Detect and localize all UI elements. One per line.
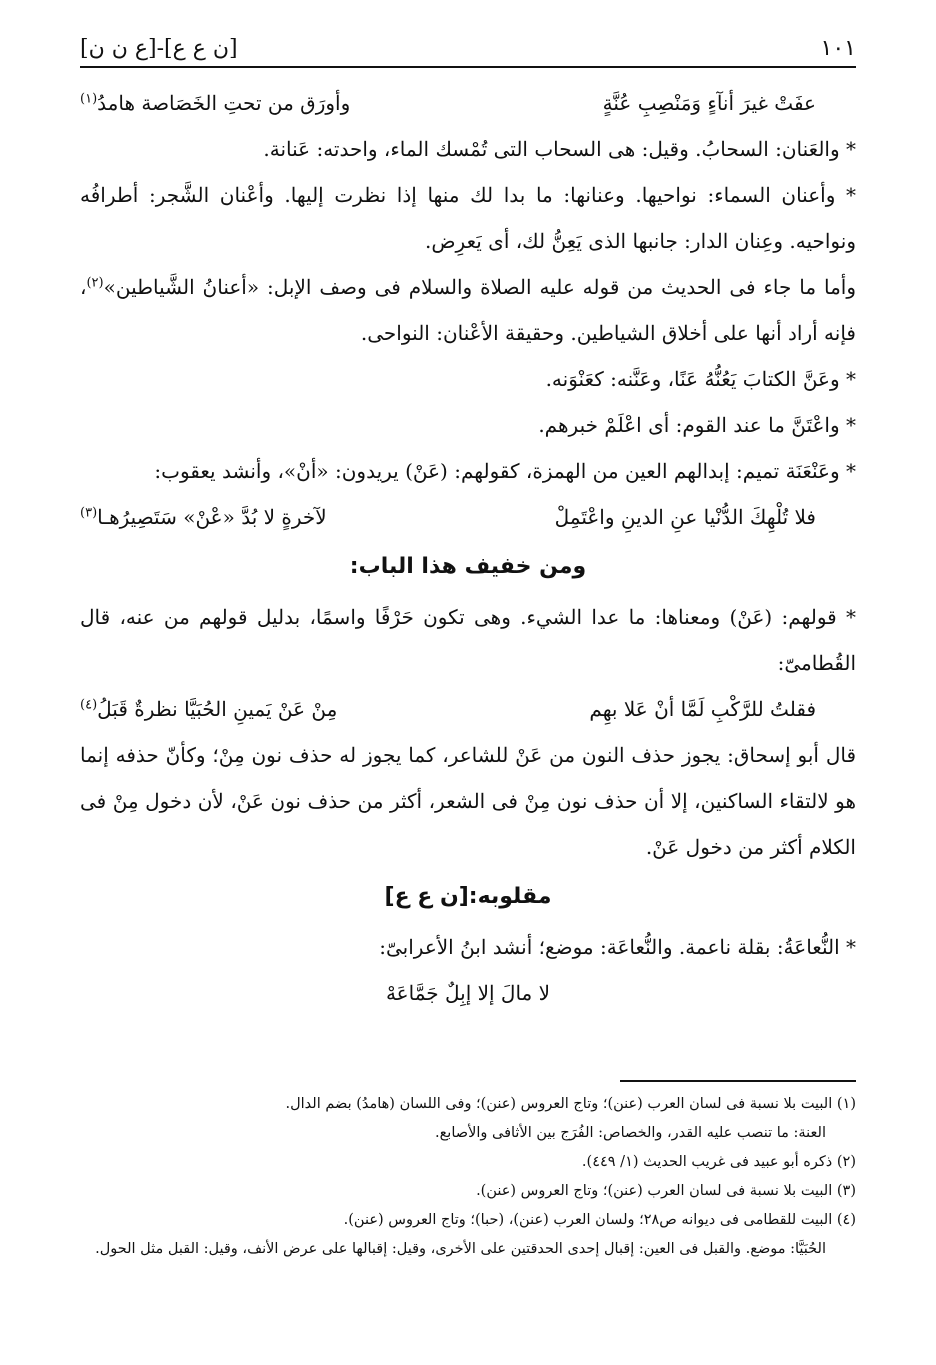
section-heading-inverted: مقلوبه:[ن ع ع] bbox=[384, 884, 552, 909]
page-number: ١٠١ bbox=[820, 35, 856, 61]
section-heading-light: ومن خفيف هذا الباب: bbox=[349, 554, 587, 579]
paragraph-aanan: * وأعنان السماء: نواحيها. وعنانها: ما بدا لك منها إذا نظرت إليها. وأعْنان الشَّجر: أطرافُه ونواحيه. وعِنان الدار: جانبها الذى يَعِنُّ لك، أى يَعرِض. bbox=[80, 183, 856, 253]
verse-2-first-hemistich: فلا تُلْهِكَ الدُّنْيا عنِ الدينِ واعْتَمِلْ bbox=[554, 505, 816, 529]
footnotes bbox=[80, 1090, 856, 1264]
paragraph-annana: * وعَنَّ الكتابَ يَعُنُّهُ عَنًا، وعَنَّنه: كعَنْوَنه. bbox=[545, 367, 856, 391]
footnote-1: (١) البيت بلا نسبة فى لسان العرب (عنن)؛ وتاج العروس (عنن)؛ وفى اللسان (هامدُ) بضم الدال. bbox=[285, 1096, 856, 1112]
verse-1 bbox=[80, 80, 856, 126]
verse-3 bbox=[80, 686, 856, 732]
footnote-ref-3: (٣) bbox=[80, 505, 98, 521]
footnote-2: (٢) ذكره أبو عبيد فى غريب الحديث (١/ ٤٤٩). bbox=[581, 1154, 856, 1170]
paragraph-hadith-text-b: ، فإنه أراد أنها على أخلاق الشياطين. وحقيقة الأعْنان: النواحى. bbox=[80, 275, 856, 345]
paragraph-hadith bbox=[80, 264, 856, 356]
paragraph-itanna: * واعْتَنَّ ما عند القوم: أى اعْلَمْ خبرهم. bbox=[538, 413, 856, 437]
page-header bbox=[80, 30, 856, 68]
paragraph-anana: * وعَنْعَنَة تميم: إبدالهم العين من الهمزة، كقولهم: (عَنْ) يريدون: «أنْ»، وأنشد يعقوب: bbox=[154, 459, 856, 483]
footnote-3: (٣) البيت بلا نسبة فى لسان العرب (عنن)؛ وتاج العروس (عنن). bbox=[476, 1183, 856, 1199]
paragraph-nuaa: * النُّعاعَةُ: بقلة ناعمة. والنُّعاعَة: موضع؛ أنشد ابنُ الأعرابىّ: bbox=[379, 935, 856, 959]
paragraph-anan: * والعَنان: السحابُ. وقيل: هى السحاب التى تُمْسك الماء، واحدته: عَنانة. bbox=[263, 137, 856, 161]
footnote-4: (٤) البيت للقطامى فى ديوانه ص٢٨؛ ولسان العرب (عنن)، (حبا)؛ وتاج العروس (عنن). bbox=[343, 1212, 856, 1228]
footnote-ref-2: (٢) bbox=[86, 275, 104, 291]
running-title: [ع ن ن]-[ن ع ع] bbox=[80, 35, 238, 61]
footnote-ref-1: (١) bbox=[80, 91, 98, 107]
footnote-1-gloss: العنة: ما تنصب عليه القدر، والخصاص: الفُرَج بين الأثافى والأصابع. bbox=[434, 1125, 826, 1141]
verse-line: لا مالَ إلا إبِلٌ جَمَّاعَهْ bbox=[385, 981, 551, 1005]
verse-2-second-hemistich: لآخرةٍ لا بُدَّ «عْنْ» سَتَصِيرُهـا bbox=[97, 505, 327, 529]
paragraph-hadith-text: وأما ما جاء فى الحديث من قوله عليه الصلاة والسلام فى وصف الإبل: «أعنانُ الشَّياطين» bbox=[103, 275, 856, 299]
paragraph-abu-ishaq: قال أبو إسحاق: يجوز حذف النون من عَنْ للشاعر، كما يجوز له حذف نون مِنْ؛ وكأنّ حذفه إنما هو لالتقاء الساكنين، إلا أن حذف نون مِنْ فى الشعر، أكثر من حذف نون عَنْ، لأن دخول مِنْ فى الكلام أكثر من دخول عَنْ. bbox=[80, 743, 857, 859]
verse-1-first-hemistich: عفَتْ غيرَ أنآءٍ وَمَنْصِبِ عُنَّةٍ bbox=[602, 91, 816, 115]
paragraph-an: * قولهم: (عَنْ) ومعناها: ما عدا الشيء. وهى تكون حَرْفًا واسمًا، بدليل قولهم من عنه، قال القُطامىّ: bbox=[80, 605, 856, 675]
footnote-ref-4: (٤) bbox=[80, 697, 98, 713]
footnote-separator bbox=[620, 1080, 856, 1082]
verse-3-first-hemistich: فقلتُ للرَّكْبِ لَمَّا أنْ عَلا بهِم bbox=[589, 697, 816, 721]
main-text bbox=[80, 80, 856, 1016]
verse-1-second-hemistich: وأورَق من تحتِ الخَصَاصة هامدُ bbox=[97, 91, 351, 115]
verse-2 bbox=[80, 494, 856, 540]
footnote-4-gloss: الحُبَيَّا: موضع. والقبل فى العين: إقبال إحدى الحدقتين على الأخرى، وقيل: إقبالها على عرض الأنف، وقيل: القبل مثل الحول. bbox=[95, 1241, 826, 1257]
verse-3-second-hemistich: مِنْ عَنْ يَمينِ الحُبَيَّا نظرةٌ قَبَلُ bbox=[97, 697, 338, 721]
